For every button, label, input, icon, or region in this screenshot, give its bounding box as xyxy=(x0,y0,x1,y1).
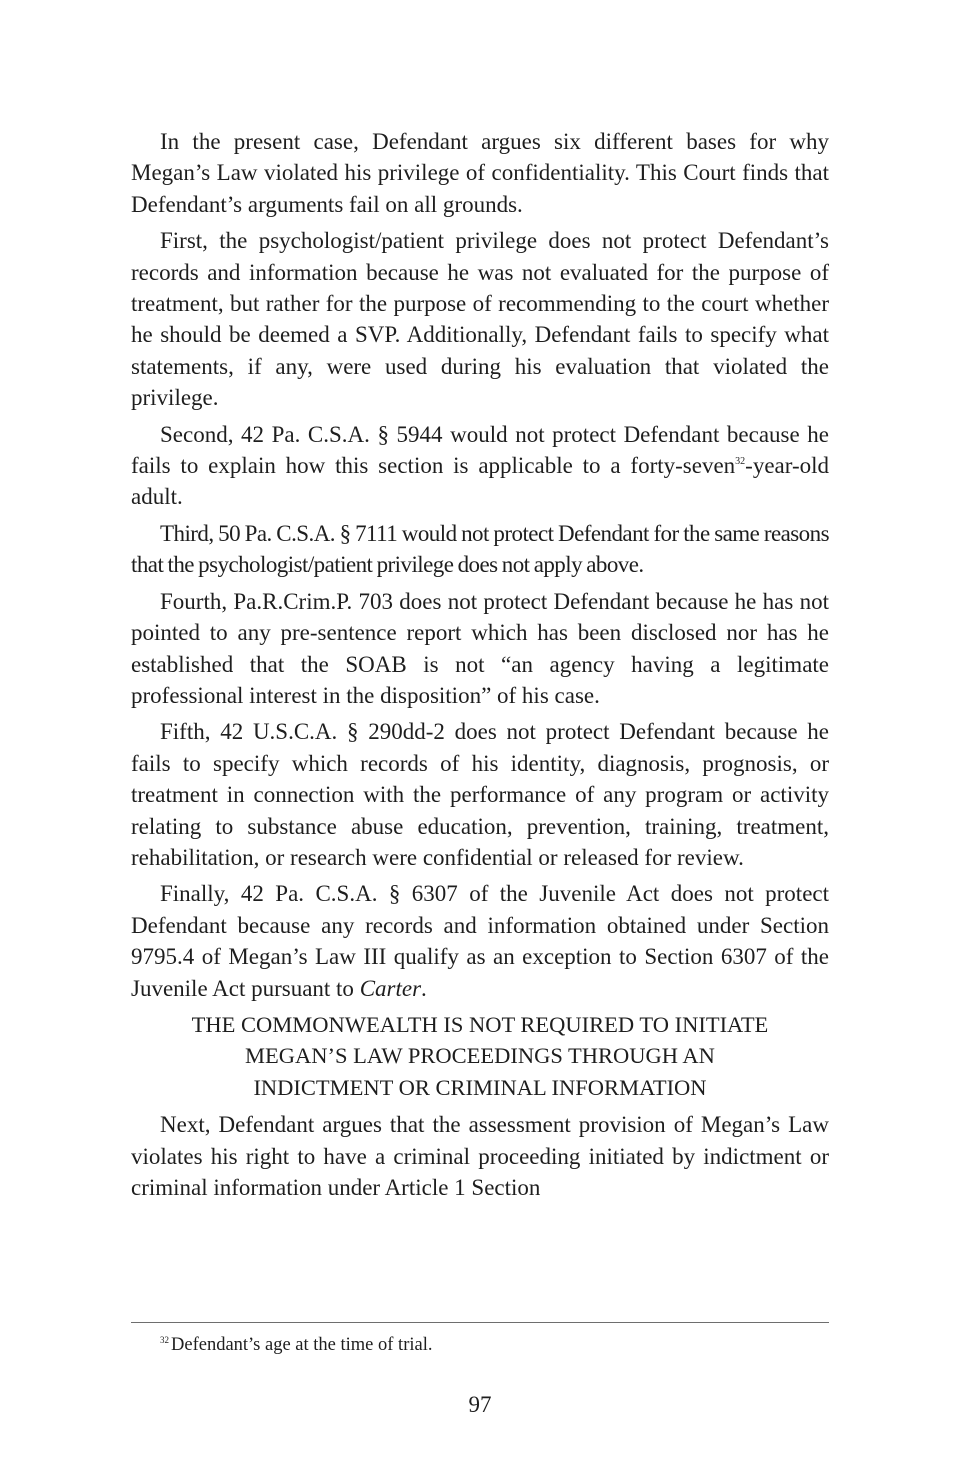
section-heading-line-1: THE COMMONWEALTH IS NOT REQUIRED TO INITIATE xyxy=(191,1011,769,1037)
page-body xyxy=(131,126,829,1208)
section-heading xyxy=(131,1009,829,1103)
footnote-reference-32[interactable]: 32 xyxy=(735,456,746,468)
paragraph-fifth-290dd-2: Fifth, 42 U.S.C.A. § 290dd-2 does not protect Defendant because he fails to specify which records of his identity, diagnosis, prognosis, or treatment in connection with the performance of any program or activity relating to substance abuse education, prevention, training, treatment, rehabilitation, or research were confidential or released for review. xyxy=(131,719,829,870)
footnote-divider xyxy=(131,1322,829,1323)
paragraph-second-5944 xyxy=(131,419,829,513)
paragraph-second-text: Second, 42 Pa. C.S.A. § 5944 would not protect Defendant because he fails to explain how this section is applicable to a forty-seven xyxy=(131,421,829,479)
paragraph-finally-6307 xyxy=(131,878,829,1004)
case-name-carter: Carter xyxy=(359,975,422,1001)
page-number: 97 xyxy=(468,1392,492,1417)
paragraph-first-psychologist-privilege: First, the psychologist/patient privilege does not protect Defendant’s records and information because he was not evaluated for the purpose of treatment, but rather for the purpose of recommending to the court whether he should be deemed a SVP. Additionally, Defendant fails to specify what statements, if any, were used during his evaluation that violated the privilege. xyxy=(131,228,829,411)
paragraph-third-7111: Third, 50 Pa. C.S.A. § 7111 would not protect Defendant for the same reasons that the psychologist/patient privilege does not apply above. xyxy=(131,520,829,578)
footnote-32 xyxy=(160,1333,432,1357)
paragraph-second-text-end: -year-old adult. xyxy=(131,453,829,510)
paragraph-finally-text-end: . xyxy=(421,975,427,1001)
section-heading-line-2: MEGAN’S LAW PROCEEDINGS THROUGH AN xyxy=(245,1043,715,1069)
footnote-number: 32 xyxy=(160,1335,169,1345)
footnote-text: Defendant’s age at the time of trial. xyxy=(171,1335,433,1355)
paragraph-fourth-rule-703: Fourth, Pa.R.Crim.P. 703 does not protect Defendant because he has not pointed to any pre-sentence report which has been disclosed nor has he established that the SOAB is not “an agency having a legitimate professional interest in the disposition” of his case. xyxy=(131,588,829,708)
paragraph-finally-text: Finally, 42 Pa. C.S.A. § 6307 of the Juvenile Act does not protect Defendant because any records and information obtained under Section 9795.4 of Megan’s Law III qualify as an exception to Section 6307 of the Juvenile Act pursuant to xyxy=(131,881,829,1001)
section-heading-line-3: INDICTMENT OR CRIMINAL INFORMATION xyxy=(253,1074,707,1100)
paragraph-intro: In the present case, Defendant argues six different bases for why Megan’s Law violated his privilege of confidentiality. This Court finds that Defendant’s arguments fail on all grounds. xyxy=(131,129,829,217)
paragraph-next-indictment: Next, Defendant argues that the assessment provision of Megan’s Law violates his right to have a criminal proceeding initiated by indictment or criminal information under Article 1 Section xyxy=(131,1112,829,1200)
